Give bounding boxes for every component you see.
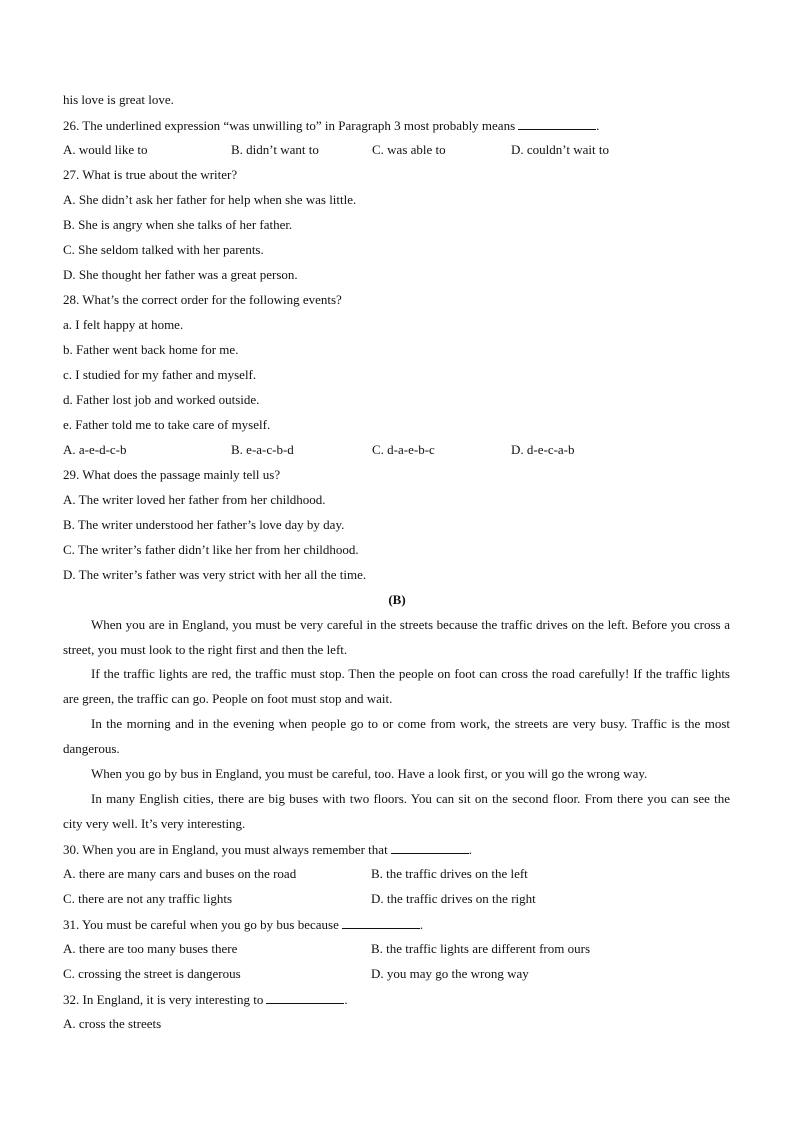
question-30-option-b: B. the traffic drives on the left xyxy=(371,866,528,881)
question-31-option-b: B. the traffic lights are different from ours xyxy=(371,941,591,956)
question-30-option-c: C. there are not any traffic lights xyxy=(63,891,233,906)
question-29-option-c: C. The writer’s father didn’t like her from her childhood. xyxy=(63,542,359,557)
question-29-option-b: B. The writer understood her father’s love day by day. xyxy=(63,517,345,532)
question-31-text: 31. You must be careful when you go by bus because xyxy=(63,917,339,932)
answer-blank xyxy=(518,117,596,130)
question-27-stem: 27. What is true about the writer? xyxy=(63,167,238,182)
question-28-option-d: D. d-e-c-a-b xyxy=(511,442,575,457)
question-32-stem: 32. In England, it is very interesting to . xyxy=(63,992,348,1007)
passage-paragraph-1: When you are in England, you must be very careful in the streets because the traffic drives on the left. Before you cross a street, you must look to the right first and then the left. xyxy=(63,617,730,657)
question-26-stem: 26. The underlined expression “was unwilling to” in Paragraph 3 most probably means . xyxy=(63,118,600,133)
question-26-option-d: D. couldn’t wait to xyxy=(511,142,609,157)
answer-blank xyxy=(342,916,420,929)
previous-passage-end: his love is great love. xyxy=(63,92,174,107)
question-28-event-a: a. I felt happy at home. xyxy=(63,317,184,332)
question-27-option-c: C. She seldom talked with her parents. xyxy=(63,242,264,257)
question-28-event-d: d. Father lost job and worked outside. xyxy=(63,392,260,407)
question-26-text: 26. The underlined expression “was unwilling to” in Paragraph 3 most probably means xyxy=(63,118,516,133)
question-29-stem: 29. What does the passage mainly tell us? xyxy=(63,467,281,482)
question-31-option-c: C. crossing the street is dangerous xyxy=(63,966,241,981)
question-31-option-a: A. there are too many buses there xyxy=(63,941,238,956)
question-27-option-a: A. She didn’t ask her father for help when she was little. xyxy=(63,192,357,207)
passage-paragraph-5: In many English cities, there are big buses with two floors. You can sit on the second floor. From there you can see the city very well. It’s very interesting. xyxy=(63,791,730,831)
question-28-stem: 28. What’s the correct order for the following events? xyxy=(63,292,342,307)
question-27-option-d: D. She thought her father was a great person. xyxy=(63,267,298,282)
question-28-option-b: B. e-a-c-b-d xyxy=(231,442,294,457)
passage-paragraph-4: When you go by bus in England, you must be careful, too. Have a look first, or you will go the wrong way. xyxy=(91,766,648,781)
question-29-option-d: D. The writer’s father was very strict with her all the time. xyxy=(63,567,367,582)
question-32-option-a: A. cross the streets xyxy=(63,1016,162,1031)
question-27-option-b: B. She is angry when she talks of her father. xyxy=(63,217,293,232)
question-28-option-a: A. a-e-d-c-b xyxy=(63,442,127,457)
question-30-text: 30. When you are in England, you must always remember that xyxy=(63,842,388,857)
question-26-option-a: A. would like to xyxy=(63,142,148,157)
question-29-option-a: A. The writer loved her father from her childhood. xyxy=(63,492,326,507)
passage-paragraph-2: If the traffic lights are red, the traffic must stop. Then the people on foot can cross the road carefully! If the traffic lights are green, the traffic can go. People on foot must stop and wait. xyxy=(63,666,730,706)
question-28-event-c: c. I studied for my father and myself. xyxy=(63,367,257,382)
question-28-event-e: e. Father told me to take care of myself. xyxy=(63,417,271,432)
question-31-option-d: D. you may go the wrong way xyxy=(371,966,529,981)
question-30-option-a: A. there are many cars and buses on the road xyxy=(63,866,297,881)
question-28-option-c: C. d-a-e-b-c xyxy=(372,442,435,457)
question-32-text: 32. In England, it is very interesting to xyxy=(63,992,264,1007)
question-30-stem: 30. When you are in England, you must always remember that . xyxy=(63,842,472,857)
question-26-option-b: B. didn’t want to xyxy=(231,142,319,157)
answer-blank xyxy=(266,991,344,1004)
passage-paragraph-3: In the morning and in the evening when people go to or come from work, the streets are very busy. Traffic is the most dangerous. xyxy=(63,716,730,756)
question-26-option-c: C. was able to xyxy=(372,142,446,157)
question-31-stem: 31. You must be careful when you go by bus because . xyxy=(63,917,424,932)
section-b-heading: (B) xyxy=(388,592,406,607)
answer-blank xyxy=(391,841,469,854)
question-28-event-b: b. Father went back home for me. xyxy=(63,342,239,357)
question-30-option-d: D. the traffic drives on the right xyxy=(371,891,536,906)
